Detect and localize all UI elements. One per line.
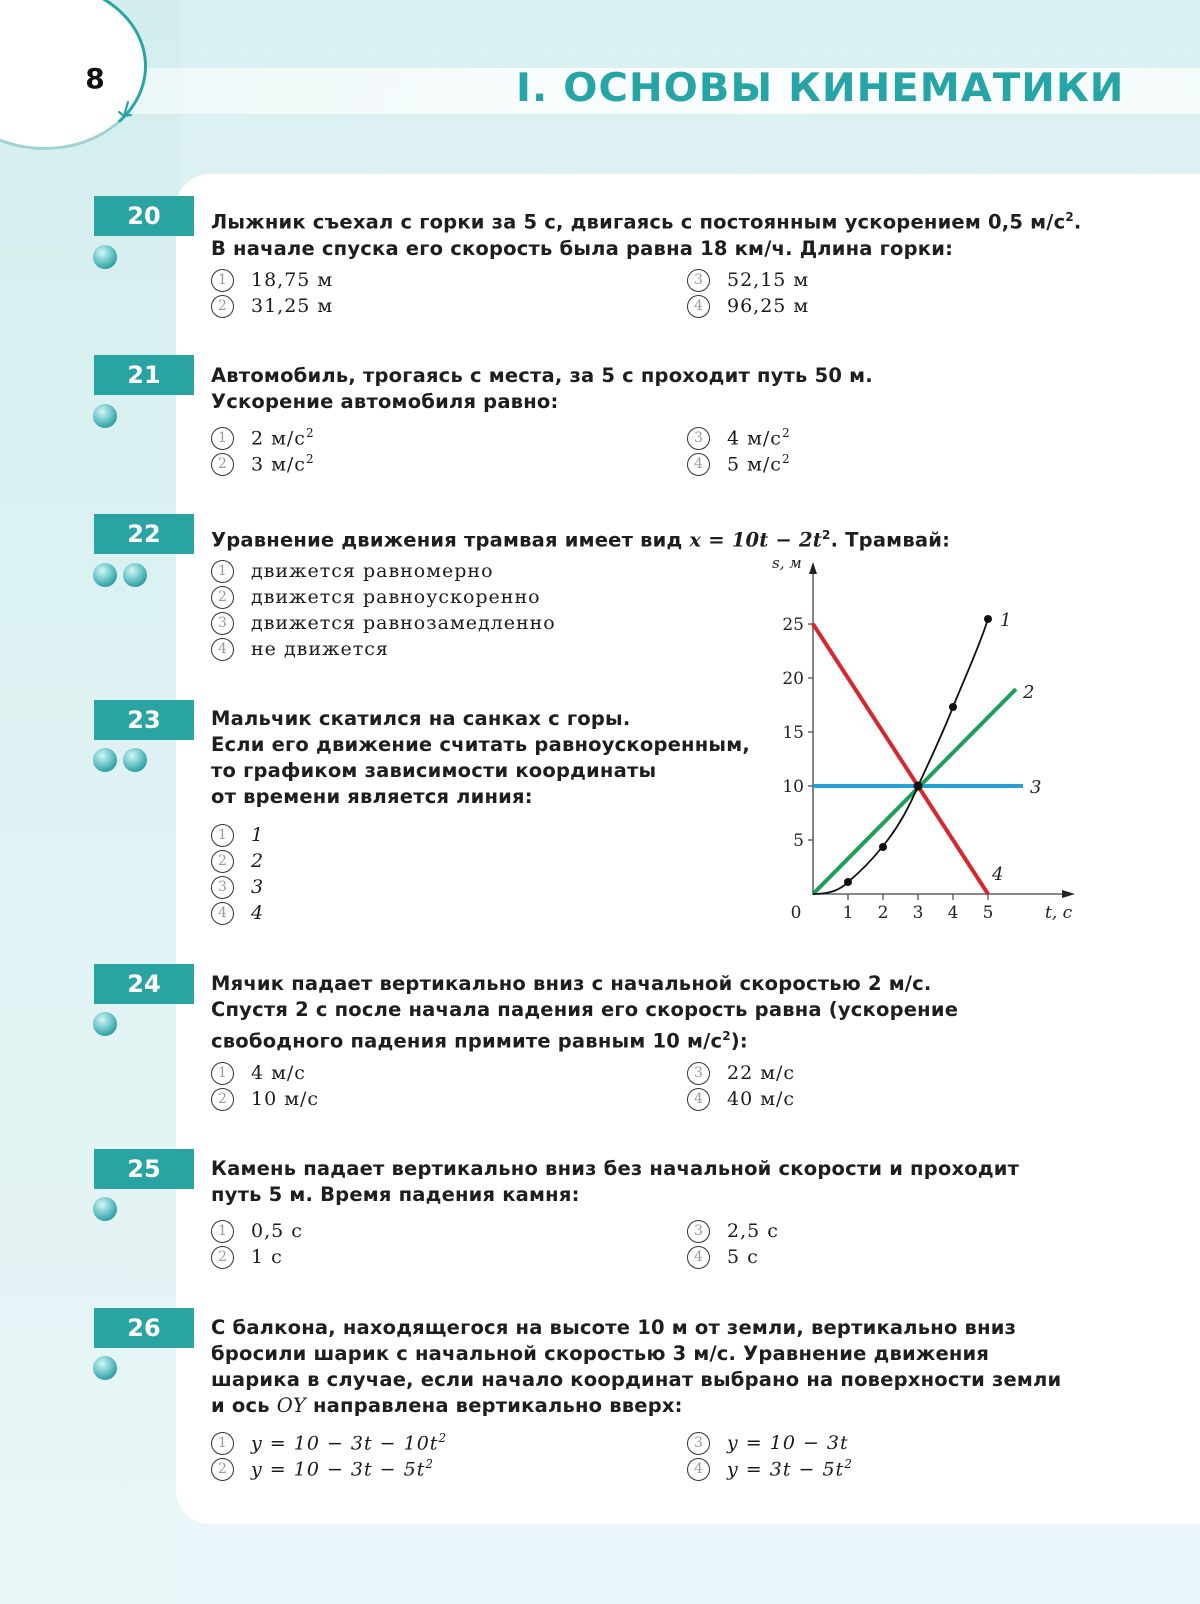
page-left-margin	[0, 0, 180, 1604]
task-question: Камень падает вертикально вниз без начальной скорости и проходит путь 5 м. Время падения камня:	[211, 1157, 1020, 1206]
option-number-circle: 1	[211, 269, 234, 292]
option-number-circle: 2	[211, 453, 234, 476]
difficulty-dot-icon	[93, 563, 117, 587]
y-axis-label: s, м	[772, 554, 802, 572]
answer-option[interactable]: 1 1	[211, 822, 264, 848]
option-number-circle: 1	[211, 1062, 234, 1085]
task-question: Автомобиль, трогаясь с места, за 5 с проходит путь 50 м. Ускорение автомобиля равно:	[211, 364, 873, 413]
line-4	[813, 624, 988, 894]
svg-text:5: 5	[793, 831, 804, 851]
option-number-circle: 4	[211, 902, 234, 925]
task-question: Уравнение движения трамвая имеет вид $x = 10t - 2t^2$. Трамвай:	[211, 528, 951, 552]
svg-text:1: 1	[842, 903, 854, 923]
difficulty-dots	[93, 748, 147, 772]
answer-option[interactable]: 4 40 м/с	[687, 1086, 795, 1112]
line-2	[813, 689, 1016, 894]
option-number-circle: 4	[687, 1088, 710, 1111]
y-tick-labels	[782, 615, 804, 851]
answer-option[interactable]: 4 4	[211, 900, 264, 926]
answer-option[interactable]: 1 18,75 м	[211, 267, 333, 293]
answer-option[interactable]: 3 52,15 м	[687, 267, 809, 293]
svg-text:10: 10	[782, 777, 804, 797]
x-tick-labels	[791, 903, 994, 923]
answer-option[interactable]: 1 $y = 10 - 3t - 10t^2$	[211, 1430, 447, 1456]
s-t-graph	[760, 550, 1080, 930]
difficulty-dots	[93, 1012, 117, 1036]
option-number-circle: 2	[211, 586, 234, 609]
option-number-circle: 3	[687, 1220, 710, 1243]
option-number-circle: 1	[211, 427, 234, 450]
option-number-circle: 3	[211, 612, 234, 635]
difficulty-dot-icon	[93, 1012, 117, 1036]
difficulty-dot-icon	[123, 563, 147, 587]
option-number-circle: 3	[211, 876, 234, 899]
svg-text:0: 0	[790, 903, 802, 923]
svg-text:15: 15	[782, 723, 804, 743]
option-number-circle: 4	[687, 295, 710, 318]
x-axis-arrow-icon	[1062, 890, 1075, 898]
svg-text:2: 2	[877, 903, 889, 923]
y-axis-arrow-icon	[809, 562, 817, 574]
task-number-badge: 23	[94, 700, 194, 740]
svg-text:2: 2	[1023, 682, 1035, 703]
answer-option[interactable]: 3 движется равнозамедленно	[211, 610, 556, 636]
answer-option[interactable]: 4 $y = 3t - 5t^2$	[687, 1456, 853, 1482]
answer-option[interactable]: 1 4 м/с	[211, 1060, 306, 1086]
difficulty-dots	[93, 563, 147, 587]
svg-text:20: 20	[782, 669, 804, 689]
option-number-circle: 1	[211, 824, 234, 847]
difficulty-dot-icon	[93, 404, 117, 428]
difficulty-dot-icon	[93, 245, 117, 269]
option-number-circle: 1	[211, 1220, 234, 1243]
task-number-badge: 24	[94, 964, 194, 1004]
answer-option[interactable]: 2 $y = 10 - 3t - 5t^2$	[211, 1456, 434, 1482]
svg-text:25: 25	[782, 615, 804, 635]
difficulty-dot-icon	[93, 1356, 117, 1380]
option-number-circle: 1	[211, 1432, 234, 1455]
option-number-circle: 2	[211, 850, 234, 873]
option-number-circle: 3	[687, 1062, 710, 1085]
answer-option[interactable]: 3 y = 10 − 3t	[687, 1430, 849, 1456]
option-number-circle: 4	[211, 638, 234, 661]
option-number-circle: 3	[687, 1432, 710, 1455]
svg-text:3: 3	[912, 903, 924, 923]
difficulty-dots	[93, 1197, 117, 1221]
svg-text:3: 3	[1030, 777, 1042, 798]
answer-option[interactable]: 3 3	[211, 874, 264, 900]
answer-option[interactable]: 4 не движется	[211, 636, 389, 662]
option-number-circle: 2	[211, 295, 234, 318]
answer-option[interactable]: 2 2	[211, 848, 264, 874]
task-number-badge: 21	[94, 355, 194, 395]
svg-text:4: 4	[947, 903, 959, 923]
option-number-circle: 4	[687, 453, 710, 476]
option-number-circle: 2	[211, 1088, 234, 1111]
task-number-badge: 22	[94, 514, 194, 554]
svg-text:5: 5	[982, 903, 994, 923]
task-question: Мячик падает вертикально вниз с начальной скоростью 2 м/с. Спустя 2 с после начала падения его скорость равна (ускорение свободного падения примите равным 10 $м/с^2$):	[211, 972, 959, 1053]
chapter-title: I. ОСНОВЫ КИНЕМАТИКИ	[516, 66, 1125, 111]
difficulty-dots	[93, 1356, 117, 1380]
difficulty-dots	[93, 245, 117, 269]
svg-text:4: 4	[992, 864, 1004, 885]
option-number-circle: 4	[687, 1246, 710, 1269]
task-question: С балкона, находящегося на высоте 10 м от земли, вертикально вниз бросили шарик с начальной скоростью 3 м/с. Уравнение движения шарика в случае, если начало координат выбрано на поверхности земли и ось OY направлена вертикально вверх:	[211, 1316, 1062, 1417]
option-number-circle: 2	[211, 1458, 234, 1481]
difficulty-dots	[93, 404, 117, 428]
answer-option[interactable]: 4 5 с	[687, 1244, 759, 1270]
task-question: Лыжник съехал с горки за 5 с, двигаясь с постоянным ускорением 0,5 $м/с^2$. В начале спуска его скорость была равна 18 км/ч. Длина горки:	[211, 210, 1082, 260]
answer-option[interactable]: 2 движется равноускоренно	[211, 584, 541, 610]
answer-option[interactable]: 3 22 м/с	[687, 1060, 795, 1086]
answer-option[interactable]: 3 2,5 с	[687, 1218, 779, 1244]
page-number: 8	[85, 62, 105, 95]
task-question: Мальчик скатился на санках с горы. Если его движение считать равноускоренным, то графиком зависимости координаты от времени является линия:	[211, 707, 750, 808]
answer-option[interactable]: 2 1 с	[211, 1244, 283, 1270]
option-number-circle: 2	[211, 1246, 234, 1269]
answer-option[interactable]: 2 3 $м/с^2$	[211, 451, 315, 477]
answer-option[interactable]: 1 движется равномерно	[211, 558, 494, 584]
x-axis-label: t, с	[1045, 903, 1073, 923]
line-1-points	[844, 615, 992, 886]
answer-option[interactable]: 4 96,25 м	[687, 293, 809, 319]
circle-arrow-icon	[118, 100, 138, 120]
option-number-circle: 1	[211, 560, 234, 583]
option-number-circle: 4	[687, 1458, 710, 1481]
line-labels	[991, 610, 1041, 885]
task-number-badge: 20	[94, 196, 194, 236]
answer-option[interactable]: 4 5 $м/с^2$	[687, 451, 791, 477]
option-number-circle: 3	[687, 427, 710, 450]
difficulty-dot-icon	[93, 748, 117, 772]
task-number-badge: 26	[94, 1308, 194, 1348]
difficulty-dot-icon	[93, 1197, 117, 1221]
option-number-circle: 3	[687, 269, 710, 292]
answer-option[interactable]: 3 4 $м/с^2$	[687, 425, 791, 451]
svg-text:1: 1	[1000, 610, 1012, 631]
answer-option[interactable]: 1 0,5 с	[211, 1218, 303, 1244]
answer-option[interactable]: 2 31,25 м	[211, 293, 333, 319]
task-number-badge: 25	[94, 1149, 194, 1189]
answer-option[interactable]: 2 10 м/с	[211, 1086, 319, 1112]
difficulty-dot-icon	[123, 748, 147, 772]
answer-option[interactable]: 1 2 $м/с^2$	[211, 425, 315, 451]
